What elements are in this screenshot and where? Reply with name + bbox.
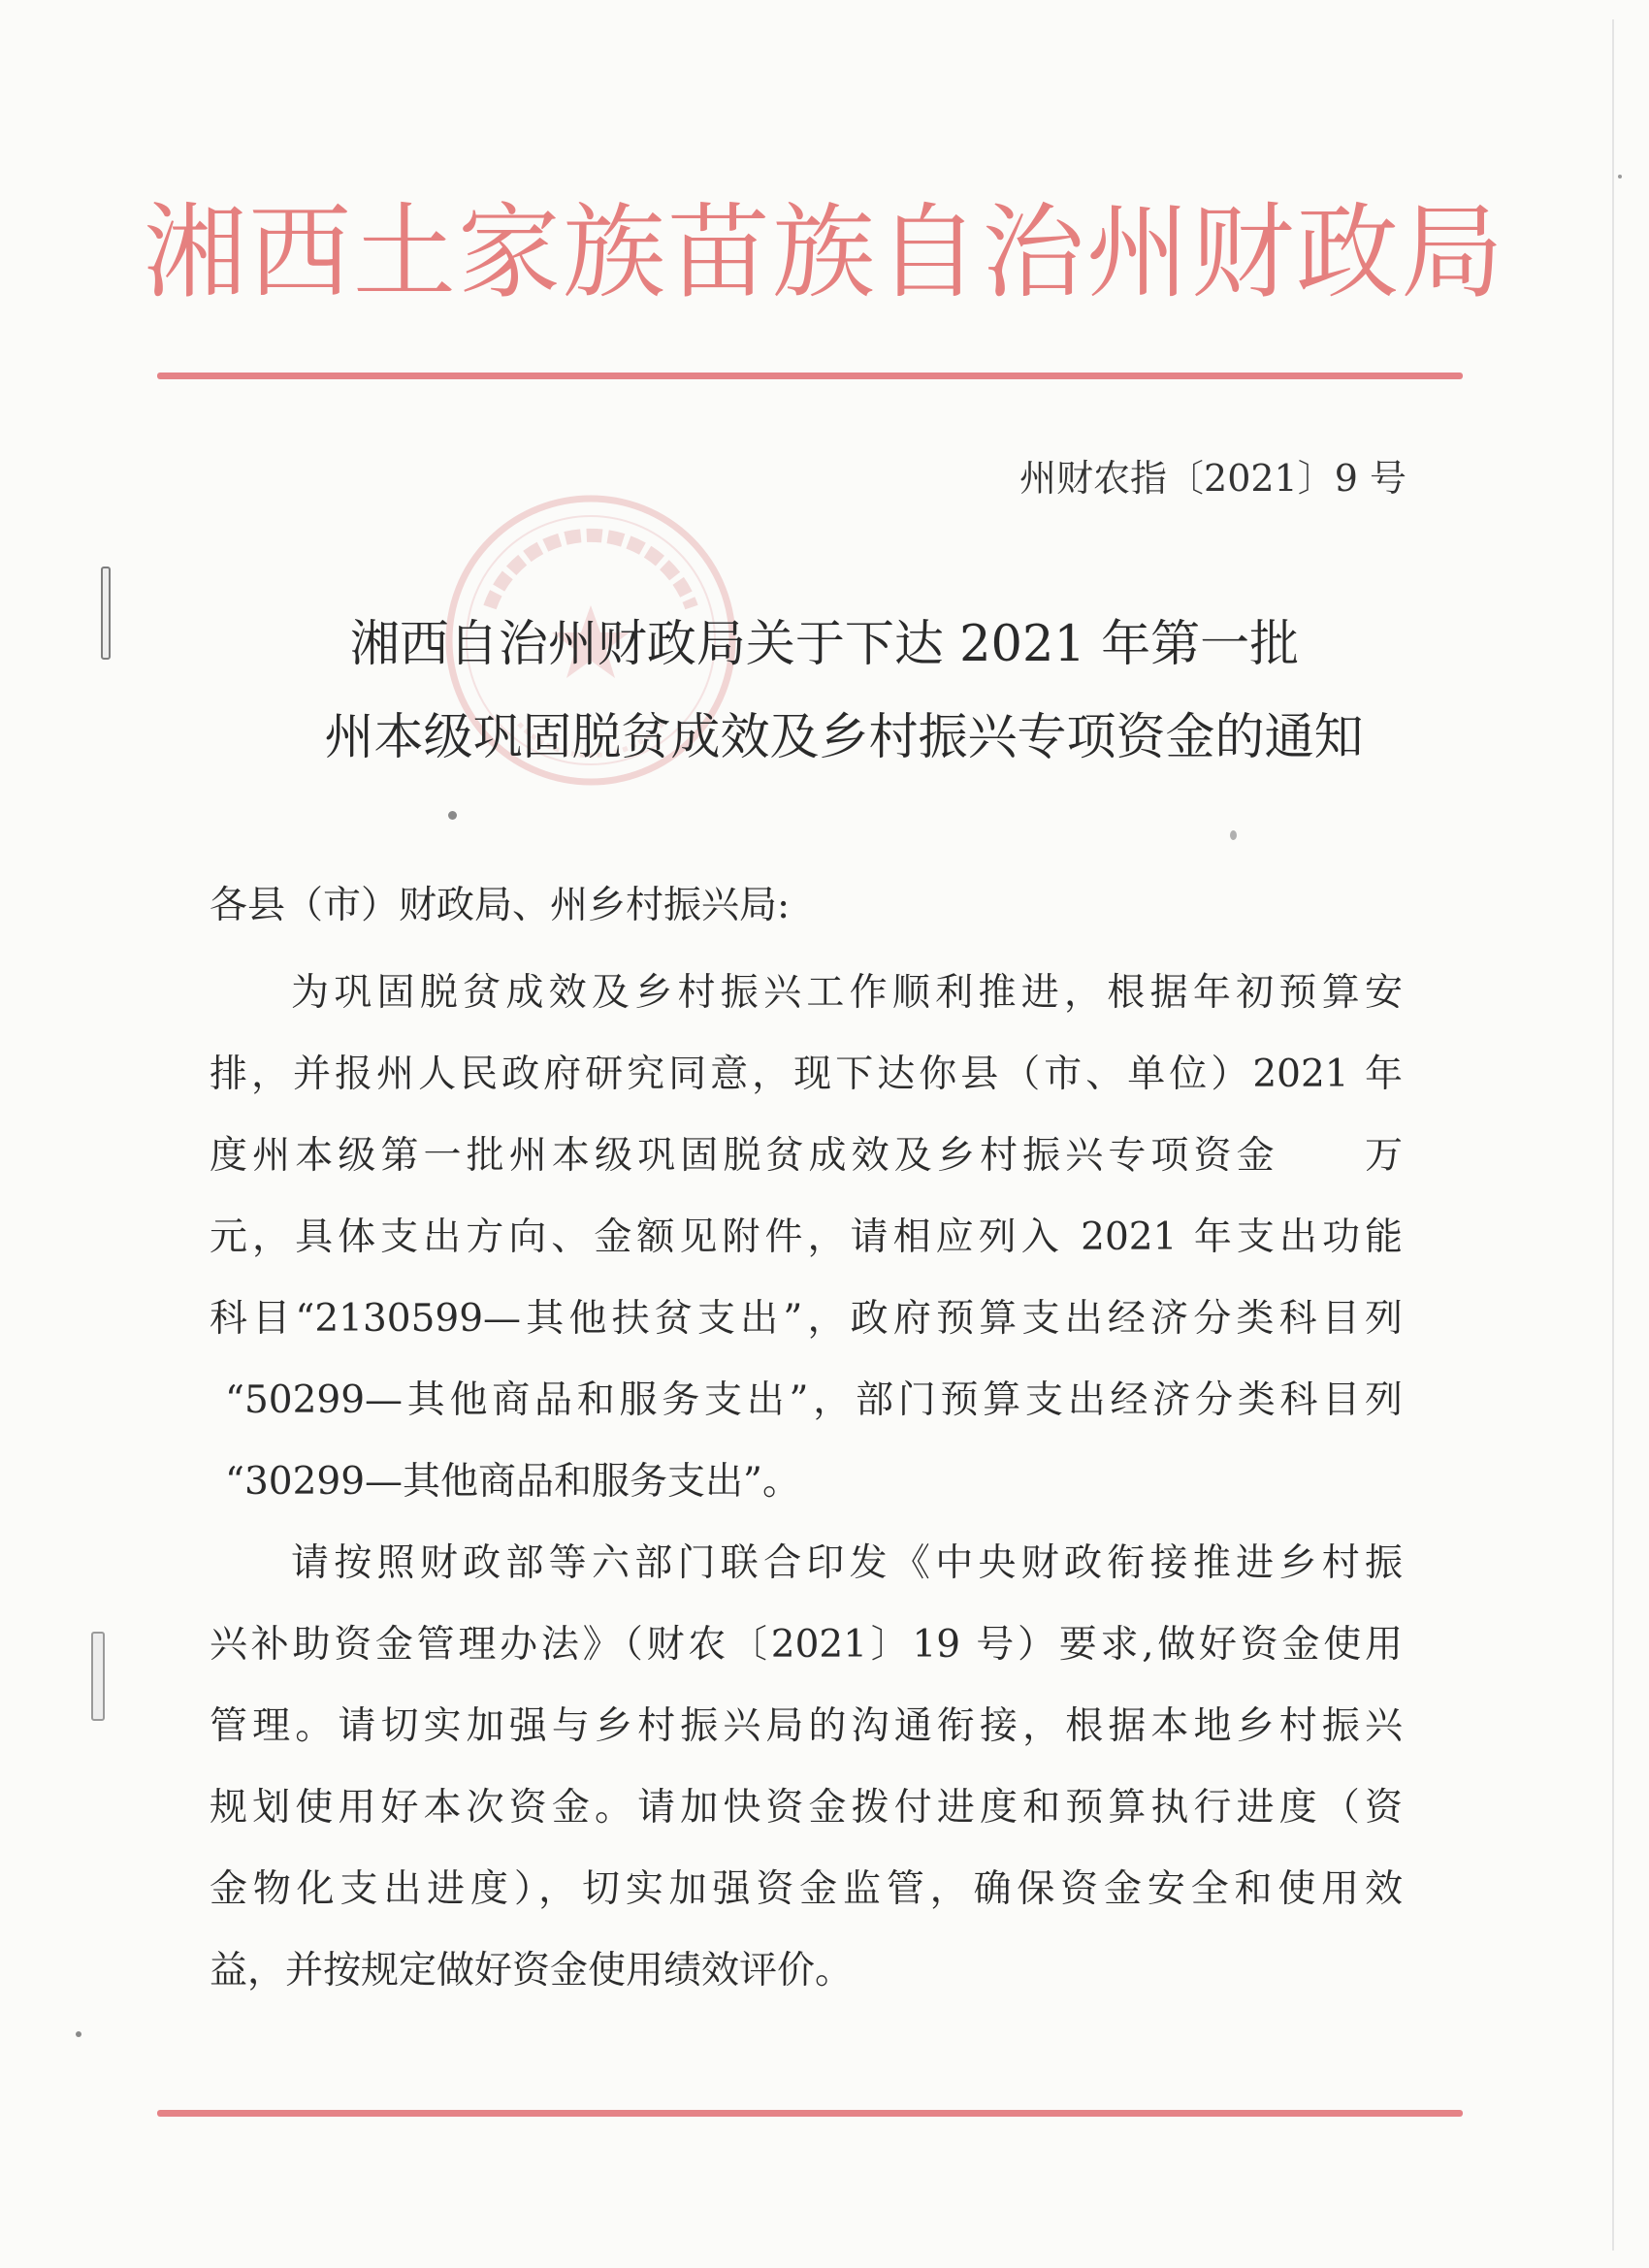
- paragraph-1-line: 排，并报州人民政府研究同意，现下达你县（市、单位）2021 年: [210, 1053, 1403, 1096]
- scan-speck: [76, 2031, 81, 2037]
- scan-speck: [448, 811, 457, 820]
- paragraph-2-line: 益，并按规定做好资金使用绩效评价。: [210, 1949, 854, 1993]
- scan-edge-line: [1612, 19, 1614, 2251]
- header-red-rule: [157, 373, 1463, 379]
- salutation: 各县（市）财政局、州乡村振兴局:: [210, 884, 791, 927]
- paragraph-2-line: 金物化支出进度），切实加强资金监管，确保资金安全和使用效: [210, 1867, 1403, 1911]
- paragraph-1-line: 为巩固脱贫成效及乡村振兴工作顺利推进，根据年初预算安: [291, 971, 1403, 1015]
- paragraph-2-line: 请按照财政部等六部门联合印发《中央财政衔接推进乡村振: [291, 1541, 1403, 1585]
- paragraph-1-line: 度州本级第一批州本级巩固脱贫成效及乡村振兴专项资金 万: [210, 1134, 1403, 1178]
- paragraph-1-line: 元，具体支出方向、金额见附件，请相应列入 2021 年支出功能: [210, 1215, 1403, 1259]
- paragraph-2-line: 规划使用好本次资金。请加快资金拨付进度和预算执行进度（资: [210, 1786, 1403, 1830]
- notice-title-line-1: 湘西自治州财政局关于下达 2021 年第一批: [349, 616, 1300, 673]
- binder-hole-mark: [91, 1632, 105, 1721]
- paragraph-1-line: 科目“2130599—其他扶贫支出”，政府预算支出经济分类科目列: [210, 1297, 1403, 1341]
- document-number: 州财农指〔2021〕9 号: [1019, 457, 1406, 500]
- paragraph-1-line: “30299—其他商品和服务支出”。: [225, 1460, 800, 1504]
- paragraph-2-line: 兴补助资金管理办法》（财农〔2021〕19 号）要求,做好资金使用: [210, 1623, 1403, 1667]
- scan-speck: [1618, 175, 1622, 178]
- issuing-authority-title: 湘西土家族苗族自治州财政局: [144, 193, 1505, 312]
- notice-title-line-2: 州本级巩固脱贫成效及乡村振兴专项资金的通知: [324, 709, 1364, 766]
- footer-red-rule: [157, 2110, 1463, 2117]
- paragraph-1-line: “50299—其他商品和服务支出”，部门预算支出经济分类科目列: [225, 1378, 1403, 1422]
- paragraph-2-line: 管理。请切实加强与乡村振兴局的沟通衔接，根据本地乡村振兴: [210, 1704, 1403, 1748]
- scan-speck: [1230, 830, 1237, 840]
